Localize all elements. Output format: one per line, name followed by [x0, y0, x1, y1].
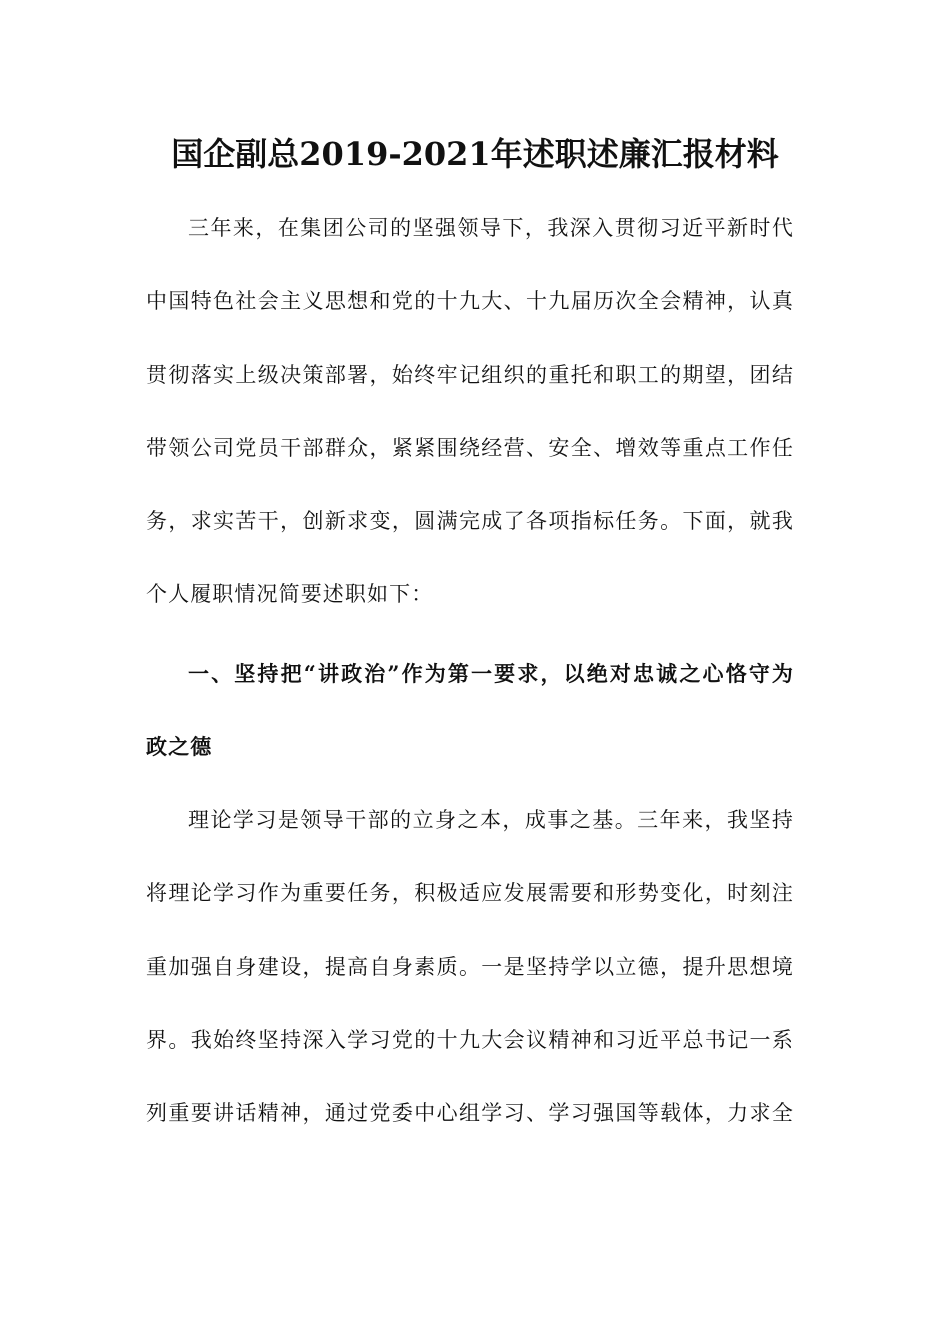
- paragraph-line: 个人履职情况简要述职如下：: [146, 582, 434, 607]
- paragraph-line: 理论学习是领导干部的立身之本，成事之基。三年来，我坚持: [188, 808, 794, 832]
- paragraph-theory-study: [146, 804, 794, 1170]
- paragraph-line: 将理论学习作为重要任务，积极适应发展需要和形势变化，时刻注: [146, 881, 794, 906]
- document-title: 国企副总2019-2021年述职述廉汇报材料: [171, 135, 779, 173]
- section-heading-1: [146, 658, 794, 805]
- paragraph-intro: [146, 212, 794, 652]
- heading-line: 一、坚持把“讲政治”作为第一要求，以绝对忠诚之心恪守为: [188, 661, 794, 686]
- paragraph-line: 贯彻落实上级决策部署，始终牢记组织的重托和职工的期望，团结: [146, 362, 794, 387]
- paragraph-line: 重加强自身建设，提高自身素质。一是坚持学以立德，提升思想境: [146, 954, 794, 979]
- paragraph-line: 列重要讲话精神，通过党委中心组学习、学习强国等载体，力求全: [146, 1101, 794, 1126]
- paragraph-line: 中国特色社会主义思想和党的十九大、十九届历次全会精神，认真: [146, 289, 794, 314]
- heading-line: 政之德: [146, 734, 213, 760]
- paragraph-line: 带领公司党员干部群众，紧紧围绕经营、安全、增效等重点工作任: [146, 435, 794, 460]
- paragraph-line: 三年来，在集团公司的坚强领导下，我深入贯彻习近平新时代: [188, 216, 794, 240]
- paragraph-line: 务，求实苦干，创新求变，圆满完成了各项指标任务。下面，就我: [146, 509, 794, 534]
- paragraph-line: 界。我始终坚持深入学习党的十九大会议精神和习近平总书记一系: [146, 1027, 794, 1052]
